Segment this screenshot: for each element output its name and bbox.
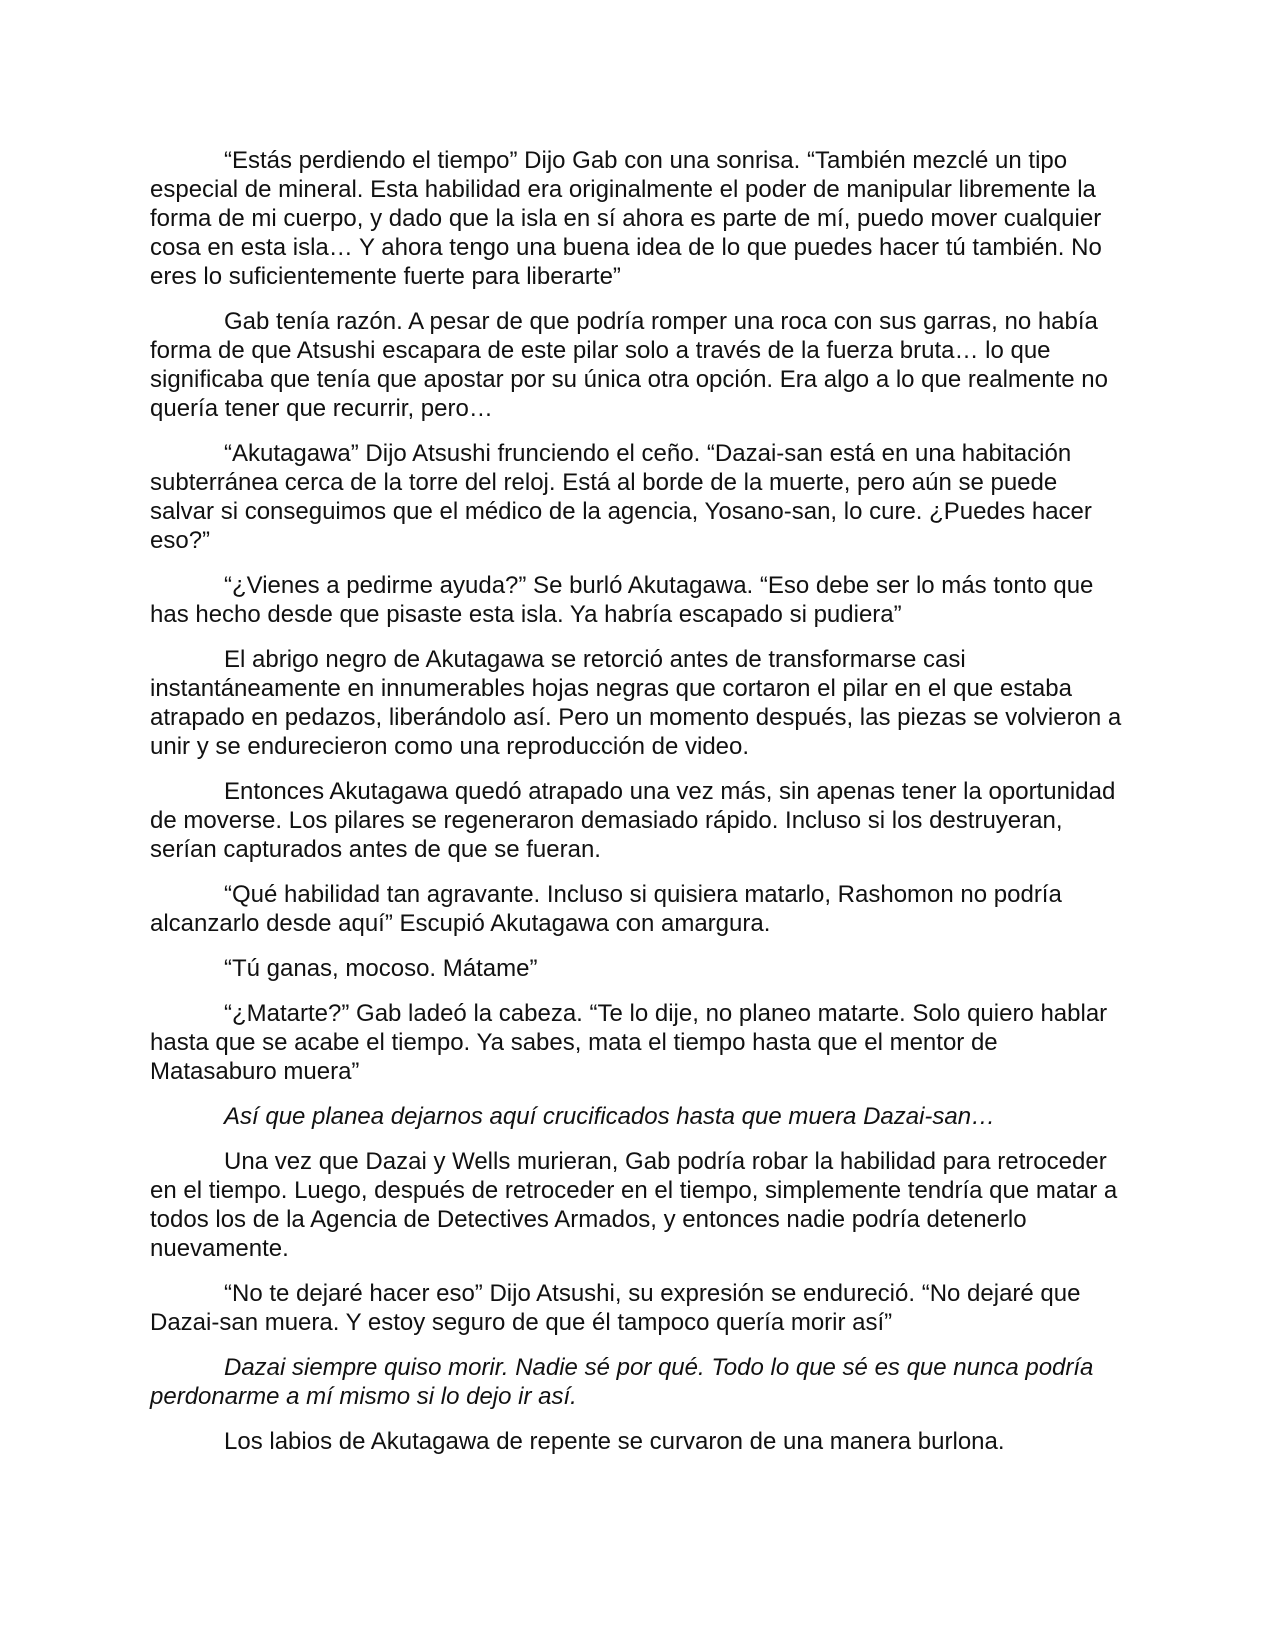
paragraph: “¿Matarte?” Gab ladeó la cabeza. “Te lo dije, no planeo matarte. Solo quiero hablar hasta que se acabe el tiempo. Ya sabes, mata el tiempo hasta que el mentor de Matasaburo muera” <box>150 1000 1108 1085</box>
document-page <box>150 146 1125 1472</box>
paragraph: “Akutagawa” Dijo Atsushi frunciendo el ceño. “Dazai-san está en una habitación subterránea cerca de la torre del reloj. Está al borde de la muerte, pero aún se puede salvar si conseguimos que el médico de la agencia, Yosano-san, lo cure. ¿Puedes hacer eso?” <box>150 440 1092 554</box>
paragraph: Gab tenía razón. A pesar de que podría romper una roca con sus garras, no había forma de que Atsushi escapara de este pilar solo a través de la fuerza bruta… lo que significaba que tenía que apostar por su única otra opción. Era algo a lo que realmente no quería tener que recurrir, pero… <box>150 308 1108 422</box>
italic-paragraph: Dazai siempre quiso morir. Nadie sé por qué. Todo lo que sé es que nunca podría perdonarme a mí mismo si lo dejo ir así. <box>150 1354 1094 1410</box>
paragraph: “Qué habilidad tan agravante. Incluso si quisiera matarlo, Rashomon no podría alcanzarlo desde aquí” Escupió Akutagawa con amargura. <box>150 881 1062 937</box>
italic-paragraph: Así que planea dejarnos aquí crucificados hasta que muera Dazai-san… <box>224 1103 996 1130</box>
paragraph: “¿Vienes a pedirme ayuda?” Se burló Akutagawa. “Eso debe ser lo más tonto que has hecho desde que pisaste esta isla. Ya habría escapado si pudiera” <box>150 572 1094 628</box>
paragraph: “No te dejaré hacer eso” Dijo Atsushi, su expresión se endureció. “No dejaré que Dazai-san muera. Y estoy seguro de que él tampoco quería morir así” <box>150 1280 1081 1336</box>
paragraph: “Tú ganas, mocoso. Mátame” <box>224 955 538 982</box>
paragraph: “Estás perdiendo el tiempo” Dijo Gab con una sonrisa. “También mezclé un tipo especial de mineral. Esta habilidad era originalmente el poder de manipular libremente la forma de mi cuerpo, y dado que la isla en sí ahora es parte de mí, puedo mover cualquier cosa en esta isla… Y ahora tengo una buena idea de lo que puedes hacer tú también. No eres lo suficientemente fuerte para liberarte” <box>150 147 1102 290</box>
paragraph: Una vez que Dazai y Wells murieran, Gab podría robar la habilidad para retroceder en el tiempo. Luego, después de retroceder en el tiempo, simplemente tendría que matar a todos los de la Agencia de Detectives Armados, y entonces nadie podría detenerlo nuevamente. <box>150 1148 1118 1262</box>
paragraph: Los labios de Akutagawa de repente se curvaron de una manera burlona. <box>224 1428 1005 1455</box>
paragraph: El abrigo negro de Akutagawa se retorció antes de transformarse casi instantáneamente en innumerables hojas negras que cortaron el pilar en el que estaba atrapado en pedazos, liberándolo así. Pero un momento después, las piezas se volvieron a unir y se endurecieron como una reproducción de video. <box>150 646 1122 760</box>
paragraph: Entonces Akutagawa quedó atrapado una vez más, sin apenas tener la oportunidad de moverse. Los pilares se regeneraron demasiado rápido. Incluso si los destruyeran, serían capturados antes de que se fueran. <box>150 778 1116 863</box>
